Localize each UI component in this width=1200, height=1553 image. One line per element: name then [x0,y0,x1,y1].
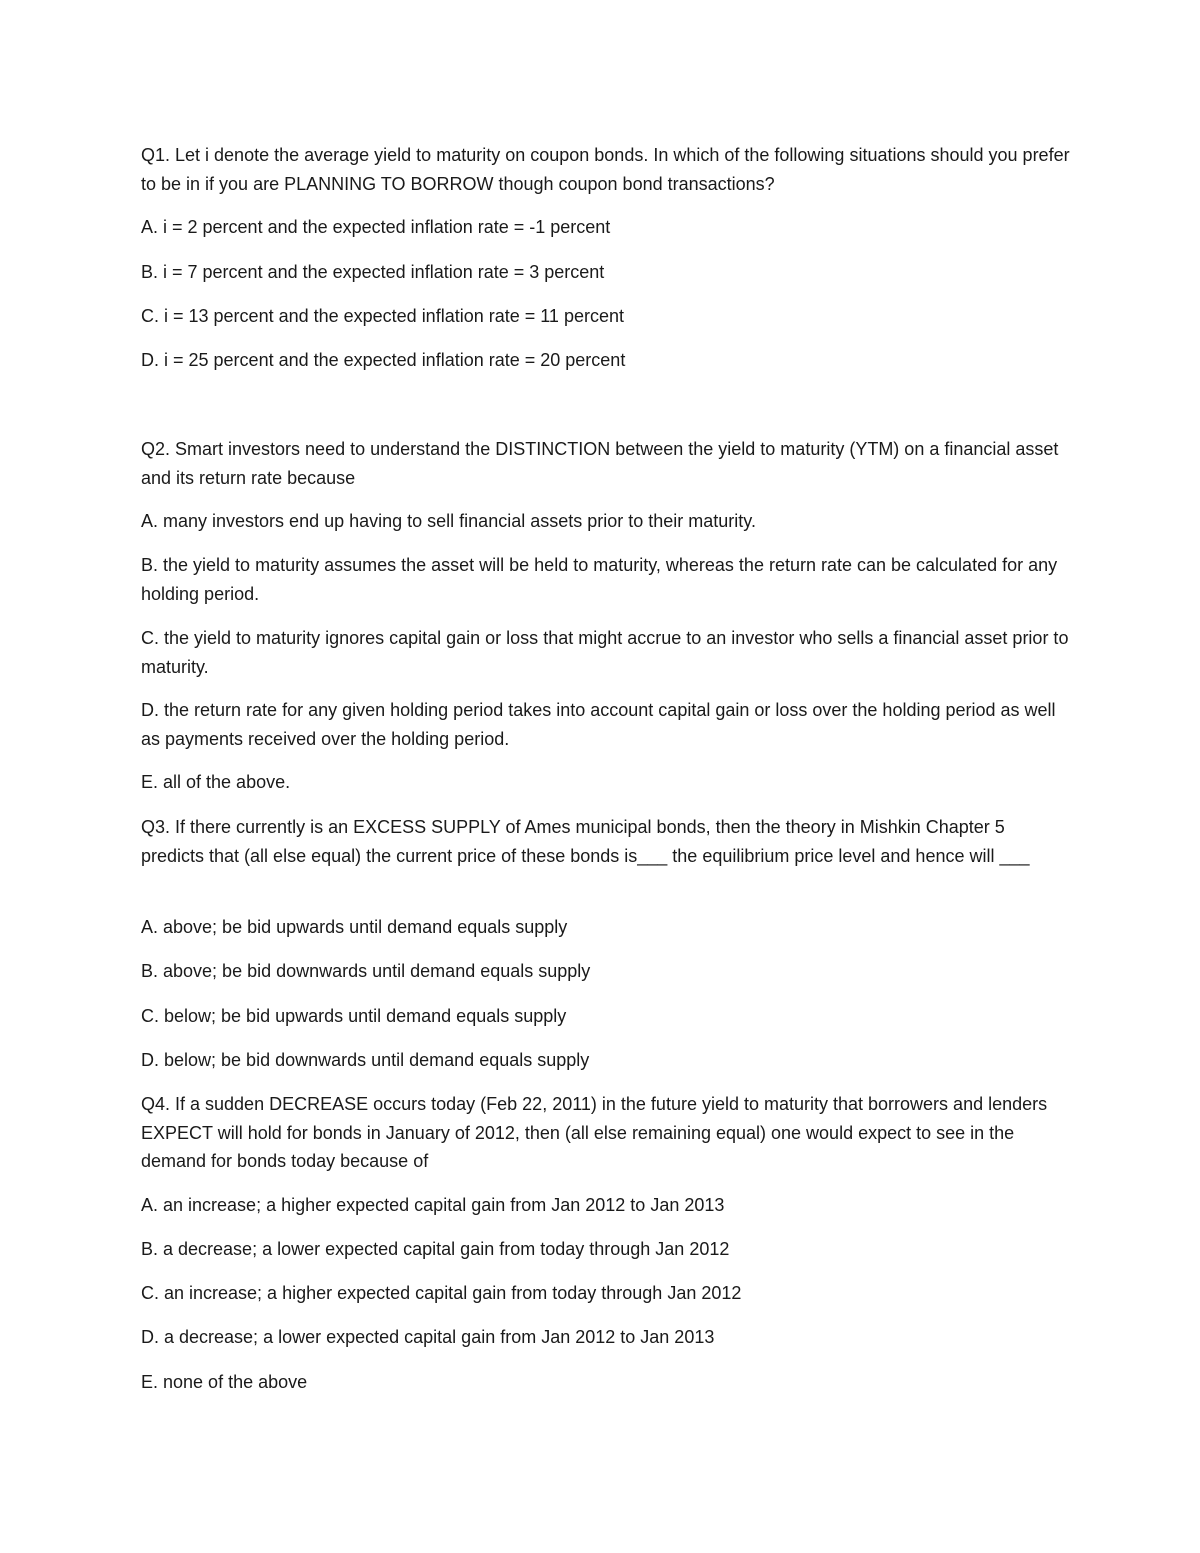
q4-option-d: D. a decrease; a lower expected capital gain from Jan 2012 to Jan 2013 [141,1327,715,1347]
q2-option-b: B. the yield to maturity assumes the asset will be held to maturity, whereas the return rate can be calculated for any holding period. [141,555,1058,604]
q1-option-b: B. i = 7 percent and the expected inflation rate = 3 percent [141,262,605,282]
q2-question: Q2. Smart investors need to understand the DISTINCTION between the yield to maturity (YTM) on a financial asset and its return rate because [141,439,1059,488]
q4-question: Q4. If a sudden DECREASE occurs today (Feb 22, 2011) in the future yield to maturity that borrowers and lenders EXPECT will hold for bonds in January of 2012, then (all else remaining equal) one would expect to see in the demand for bonds today because of [141,1094,1048,1171]
q3-option-a: A. above; be bid upwards until demand equals supply [141,917,568,937]
q2-option-c: C. the yield to maturity ignores capital gain or loss that might accrue to an investor who sells a financial asset prior to maturity. [141,628,1069,677]
q3-option-d: D. below; be bid downwards until demand equals supply [141,1050,590,1070]
q2-option-d: D. the return rate for any given holding period takes into account capital gain or loss over the holding period as well as payments received over the holding period. [141,700,1056,749]
q1-option-c: C. i = 13 percent and the expected inflation rate = 11 percent [141,306,624,326]
q1-question: Q1. Let i denote the average yield to maturity on coupon bonds. In which of the following situations should you prefer to be in if you are PLANNING TO BORROW though coupon bond transactions? [141,145,1070,194]
q4-option-c: C. an increase; a higher expected capital gain from today through Jan 2012 [141,1283,742,1303]
q3-option-c: C. below; be bid upwards until demand equals supply [141,1006,567,1026]
q4-option-a: A. an increase; a higher expected capital gain from Jan 2012 to Jan 2013 [141,1195,725,1215]
q1-option-a: A. i = 2 percent and the expected inflation rate = -1 percent [141,217,611,237]
q1-option-d: D. i = 25 percent and the expected inflation rate = 20 percent [141,350,626,370]
q2-option-a: A. many investors end up having to sell financial assets prior to their maturity. [141,511,756,531]
q4-option-e: E. none of the above [141,1372,308,1392]
q3-option-b: B. above; be bid downwards until demand equals supply [141,961,591,981]
q2-option-e: E. all of the above. [141,772,291,792]
q4-option-b: B. a decrease; a lower expected capital gain from today through Jan 2012 [141,1239,730,1259]
q3-question: Q3. If there currently is an EXCESS SUPPLY of Ames municipal bonds, then the theory in Mishkin Chapter 5 predicts that (all else equal) the current price of these bonds is___ the equilibrium price level and hence will ___ [141,817,1030,866]
